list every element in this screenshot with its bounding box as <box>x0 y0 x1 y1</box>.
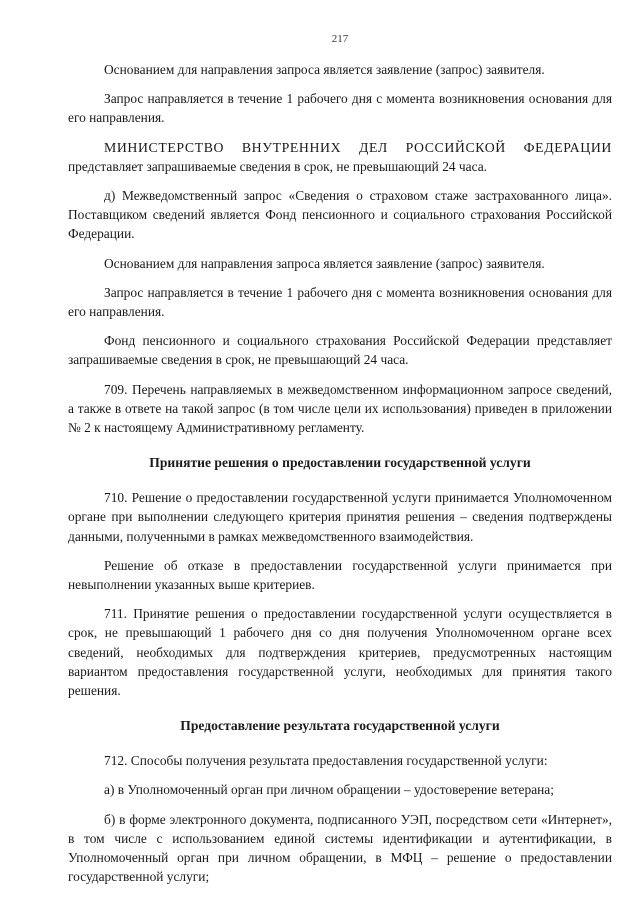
paragraph-request-d: д) Межведомственный запрос «Сведения о страховом стаже застрахованного лица». Поставщиком сведений является Фонд пенсионного и социального страхования Российской Федерации. <box>68 188 612 242</box>
paragraph-711: 711. Принятие решения о предоставлении государственной услуги осуществляется в срок, не превышающий 1 рабочего дня со дня получения Уполномоченном органе всех сведений, необходимых для подтверждения критериев, предусмотренных настоящим вариантом предоставления государственной услуги, необходимых для принятия такого решения. <box>68 606 612 699</box>
paragraph-mvd-response-text: представляет запрашиваемые сведения в срок, не превышающий 24 часа. <box>68 158 488 174</box>
paragraph-request-timing-2: Запрос направляется в течение 1 рабочего дня с момента возникновения основания для его направления. <box>68 284 612 320</box>
paragraph-request-basis-1: Основанием для направления запроса является заявление (запрос) заявителя. <box>104 62 545 77</box>
paragraph-mvd-response <box>68 138 612 176</box>
page-number: 217 <box>331 33 349 45</box>
paragraph-712: 712. Способы получения результата предоставления государственной услуги: <box>104 753 548 769</box>
paragraph-712-a: а) в Уполномоченный орган при личном обращении – удостоверение ветерана; <box>104 782 554 798</box>
paragraph-request-timing-1: Запрос направляется в течение 1 рабочего дня с момента возникновения основания для его направления. <box>68 91 612 126</box>
paragraph-pension-fund-response: Фонд пенсионного и социального страхования Российской Федерации представляет запрашиваемые сведения в срок, не превышающий 24 часа. <box>68 333 612 368</box>
document-body <box>68 60 612 897</box>
paragraph-refusal: Решение об отказе в предоставлении государственной услуги принимается при невыполнении указанных выше критериев. <box>68 557 612 593</box>
paragraph-712-b: б) в форме электронного документа, подписанного УЭП, посредством сети «Интернет», в том числе с использованием единой системы идентификации и аутентификации, в Уполномоченный орган при личном обращении, в МФЦ – решение о предоставлении государственной услуги; <box>68 811 612 885</box>
section-heading-decision: Принятие решения о предоставлении государственной услуги <box>149 455 531 471</box>
section-heading-result: Предоставление результата государственной услуги <box>180 718 500 734</box>
ministry-name: МИНИСТЕРСТВО ВНУТРЕННИХ ДЕЛ РОССИЙСКОЙ ФЕДЕРАЦИИ <box>104 139 612 155</box>
paragraph-710: 710. Решение о предоставлении государственной услуги принимается Уполномоченном органе при выполнении следующего критерия принятия решения – сведения подтверждены данными, полученными в рамках межведомственного взаимодействия. <box>68 490 612 544</box>
paragraph-request-basis-2: Основанием для направления запроса является заявление (запрос) заявителя. <box>104 255 545 271</box>
paragraph-709: 709. Перечень направляемых в межведомственном информационном запросе сведений, а также в ответе на такой запрос (в том числе цели их использования) приведен в приложении № 2 к настоящему Административному регламенту. <box>68 381 612 436</box>
